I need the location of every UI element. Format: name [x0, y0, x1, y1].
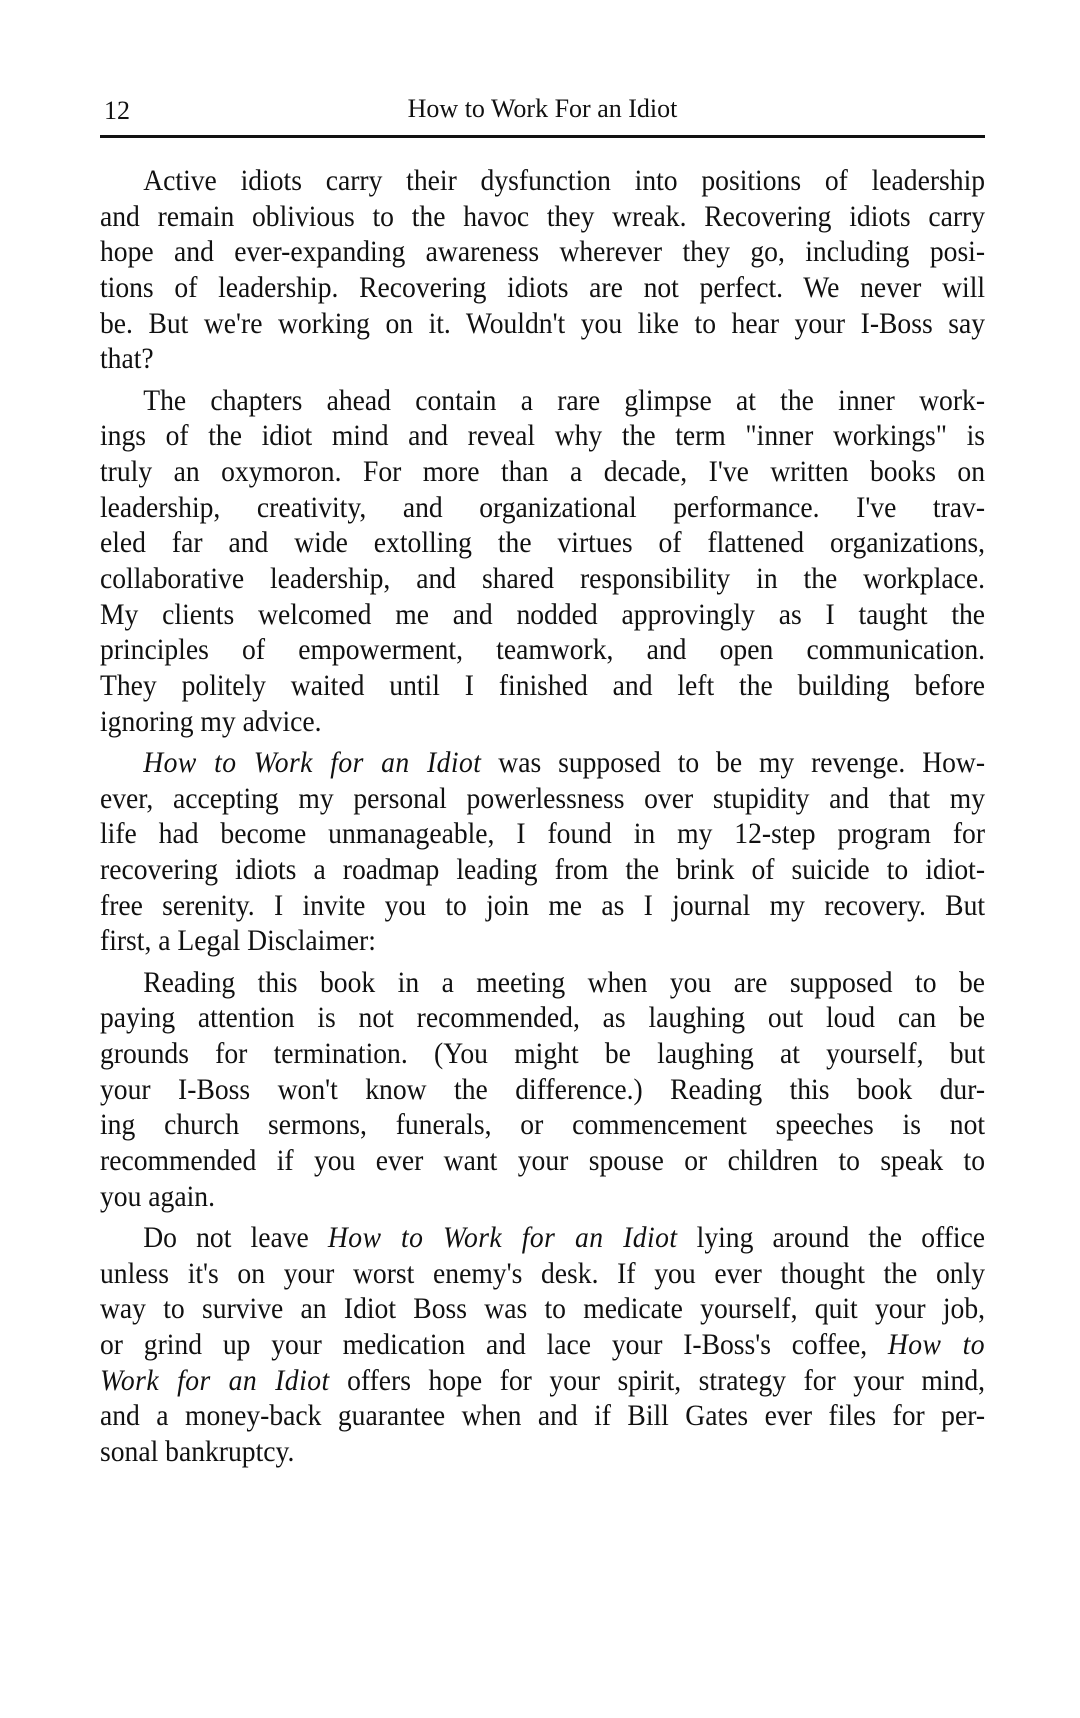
text-segment: unless it's on your worst enemy's desk. If you ever thought the only: [100, 1256, 986, 1290]
text-line: [100, 816, 985, 852]
text-segment: leadership, creativity, and organizational performance. I've trav-: [100, 490, 986, 524]
text-segment: was supposed to be my revenge. How-: [481, 746, 986, 779]
page-number: 12: [104, 96, 130, 125]
text-line: [100, 418, 985, 454]
text-line: [100, 1179, 985, 1215]
book-title-italic: Work for an Idiot: [100, 1363, 330, 1397]
text-line: [100, 888, 985, 924]
text-line: [100, 632, 985, 668]
text-segment: hope and ever-expanding awareness wherever they go, including posi-: [100, 235, 986, 269]
text-line: [100, 1291, 985, 1327]
text-segment: They politely waited until I finished and left the building before: [100, 669, 986, 703]
text-line: [100, 199, 985, 235]
text-segment: grounds for termination. (You might be laughing at yourself, but: [100, 1037, 986, 1070]
text-line: [100, 745, 985, 781]
text-segment: and remain oblivious to the havoc they wreak. Recovering idiots carry: [100, 199, 986, 233]
text-segment: you again.: [100, 1179, 215, 1213]
body-text: [100, 163, 985, 1470]
text-segment: offers hope for your spirit, strategy for your mind,: [329, 1363, 986, 1397]
text-line: [100, 1036, 985, 1072]
text-line: [100, 1220, 985, 1256]
text-segment: Reading this book in a meeting when you are supposed to be: [143, 965, 986, 999]
text-segment: tions of leadership. Recovering idiots are not perfect. We never will: [100, 271, 986, 305]
text-segment: and a money-back guarantee when and if Bill Gates ever files for per-: [100, 1399, 986, 1433]
book-title-italic: How to: [887, 1328, 986, 1361]
paragraph: [100, 965, 985, 1215]
text-segment: My clients welcomed me and nodded approvingly as I taught the: [100, 597, 986, 631]
text-segment: or grind up your medication and lace your I-Boss's coffee,: [100, 1328, 888, 1361]
text-segment: sonal bankruptcy.: [100, 1435, 295, 1469]
text-segment: ing church sermons, funerals, or commencement speeches is not: [100, 1108, 986, 1142]
text-line: [100, 454, 985, 490]
text-line: [100, 561, 985, 597]
text-segment: first, a Legal Disclaimer:: [100, 924, 376, 958]
header-rule: [100, 135, 985, 138]
text-line: [100, 234, 985, 270]
text-line: [100, 923, 985, 959]
text-line: [100, 1143, 985, 1179]
running-title: How to Work For an Idiot: [407, 94, 678, 123]
text-segment: your I-Boss won't know the difference.) Reading this book dur-: [100, 1072, 986, 1106]
text-segment: be. But we're working on it. Wouldn't you like to hear your I-Boss say: [100, 306, 986, 340]
text-line: [100, 668, 985, 704]
text-line: [100, 781, 985, 817]
text-segment: ever, accepting my personal powerlessness over stupidity and that my: [100, 781, 986, 815]
text-line: [100, 1107, 985, 1143]
text-segment: The chapters ahead contain a rare glimpse at the inner work-: [143, 383, 986, 417]
book-title-italic: How to Work for an Idiot: [143, 746, 482, 779]
text-segment: lying around the office: [677, 1220, 986, 1254]
text-line: [100, 1256, 985, 1292]
text-segment: that?: [100, 342, 154, 376]
text-segment: paying attention is not recommended, as laughing out loud can be: [100, 1001, 986, 1035]
text-segment: free serenity. I invite you to join me as I journal my recovery. But: [100, 888, 986, 922]
text-segment: principles of empowerment, teamwork, and open communication.: [100, 633, 986, 667]
text-line: [100, 1434, 985, 1470]
text-segment: recommended if you ever want your spouse or children to speak to: [100, 1144, 986, 1178]
text-line: [100, 852, 985, 888]
text-line: [100, 1072, 985, 1108]
text-line: [100, 1363, 985, 1399]
text-line: [100, 965, 985, 1001]
running-header: [100, 94, 985, 128]
text-segment: truly an oxymoron. For more than a decade, I've written books on: [100, 455, 986, 488]
text-line: [100, 1000, 985, 1036]
text-segment: ings of the idiot mind and reveal why the term "inner workings" is: [100, 419, 986, 453]
text-segment: Active idiots carry their dysfunction into positions of leadership: [143, 164, 986, 197]
text-segment: Do not leave: [143, 1220, 328, 1254]
paragraph: [100, 745, 985, 959]
text-line: [100, 341, 985, 377]
paragraph: [100, 1220, 985, 1470]
text-line: [100, 490, 985, 526]
text-line: [100, 163, 985, 199]
text-segment: life had become unmanageable, I found in my 12-step program for: [100, 817, 986, 851]
text-line: [100, 1398, 985, 1434]
text-line: [100, 383, 985, 419]
paragraph: [100, 163, 985, 377]
text-segment: recovering idiots a roadmap leading from the brink of suicide to idiot-: [100, 853, 986, 887]
text-line: [100, 597, 985, 633]
text-segment: ignoring my advice.: [100, 704, 322, 738]
paragraph: [100, 383, 985, 740]
text-line: [100, 306, 985, 342]
text-segment: way to survive an Idiot Boss was to medicate yourself, quit your job,: [100, 1292, 986, 1326]
book-title-italic: How to Work for an Idiot: [327, 1220, 678, 1254]
text-line: [100, 1327, 985, 1363]
text-line: [100, 525, 985, 561]
text-segment: collaborative leadership, and shared responsibility in the workplace.: [100, 562, 986, 596]
text-segment: eled far and wide extolling the virtues of flattened organizations,: [100, 526, 986, 560]
text-line: [100, 270, 985, 306]
text-line: [100, 704, 985, 740]
